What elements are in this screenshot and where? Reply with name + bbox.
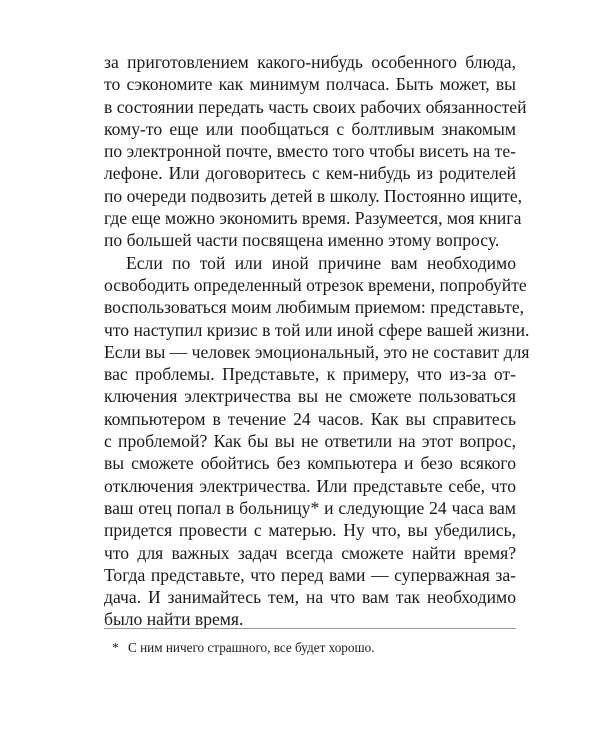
text-line: освободить определенный отрезок времени, попробуйте — [104, 274, 527, 295]
footnote-divider — [104, 628, 516, 629]
text-line: что для важных задач всегда сможете найти время? — [104, 542, 516, 563]
footnote-text: С ним ничего страшного, все будет хорошо. — [128, 640, 375, 655]
text-line: за приготовлением какого-нибудь особенного блюда, — [104, 52, 516, 72]
text-line: дача. И занимайтесь тем, на что вам так необходимо — [104, 587, 516, 608]
text-line: лефоне. Или договоритесь с кем-нибудь из родителей — [104, 163, 516, 184]
text-line: придется провести с матерью. Ну что, вы убедились, — [104, 520, 516, 541]
text-line: компьютером в течение 24 часов. Как вы справитесь — [104, 408, 516, 429]
text-line: что наступил кризис в той или иной сфере вашей жизни. — [104, 319, 530, 340]
footnote-mark: * — [112, 640, 119, 655]
text-line: по электронной почте, вместо того чтобы висеть на те- — [104, 141, 516, 162]
footnote — [112, 639, 375, 656]
paragraph — [104, 252, 530, 631]
text-line: по очереди подвозить детей в школу. Постоянно ищите, — [104, 185, 523, 206]
text-line: ключения электричества вы не сможете пользоваться — [104, 386, 516, 407]
text-line: было найти время. — [104, 609, 244, 630]
text-line: Если по той или иной причине вам необходимо — [126, 252, 516, 273]
text-line: в состоянии передать часть своих рабочих обязанностей — [104, 96, 527, 117]
text-line: по большей части посвящена именно этому вопросу. — [104, 230, 500, 251]
paragraph — [104, 51, 527, 252]
text-line: Тогда представьте, что перед вами — суперважная за- — [104, 564, 516, 585]
text-line: вас проблемы. Представьте, к примеру, что из-за от- — [104, 364, 516, 385]
text-line: вы сможете обойтись без компьютера и безо всякого — [104, 453, 516, 474]
text-line: Если вы — человек эмоциональный, это не составит для — [104, 341, 530, 362]
text-line: отключения электричества. Или представьте себе, что — [104, 475, 516, 496]
main-text — [104, 51, 530, 631]
text-line: где еще можно экономить время. Разумеется, моя книга — [104, 208, 522, 229]
text-line: с проблемой? Как бы вы не ответили на этот вопрос, — [104, 431, 516, 452]
text-line: воспользоваться моим любимым приемом: представьте, — [104, 297, 525, 318]
text-line: кому-то еще или пообщаться с болтливым знакомым — [104, 118, 516, 139]
text-line: ваш отец попал в больницу* и следующие 24 часа вам — [104, 497, 516, 518]
text-line: то сэкономите как минимум полчаса. Быть может, вы — [104, 74, 516, 95]
